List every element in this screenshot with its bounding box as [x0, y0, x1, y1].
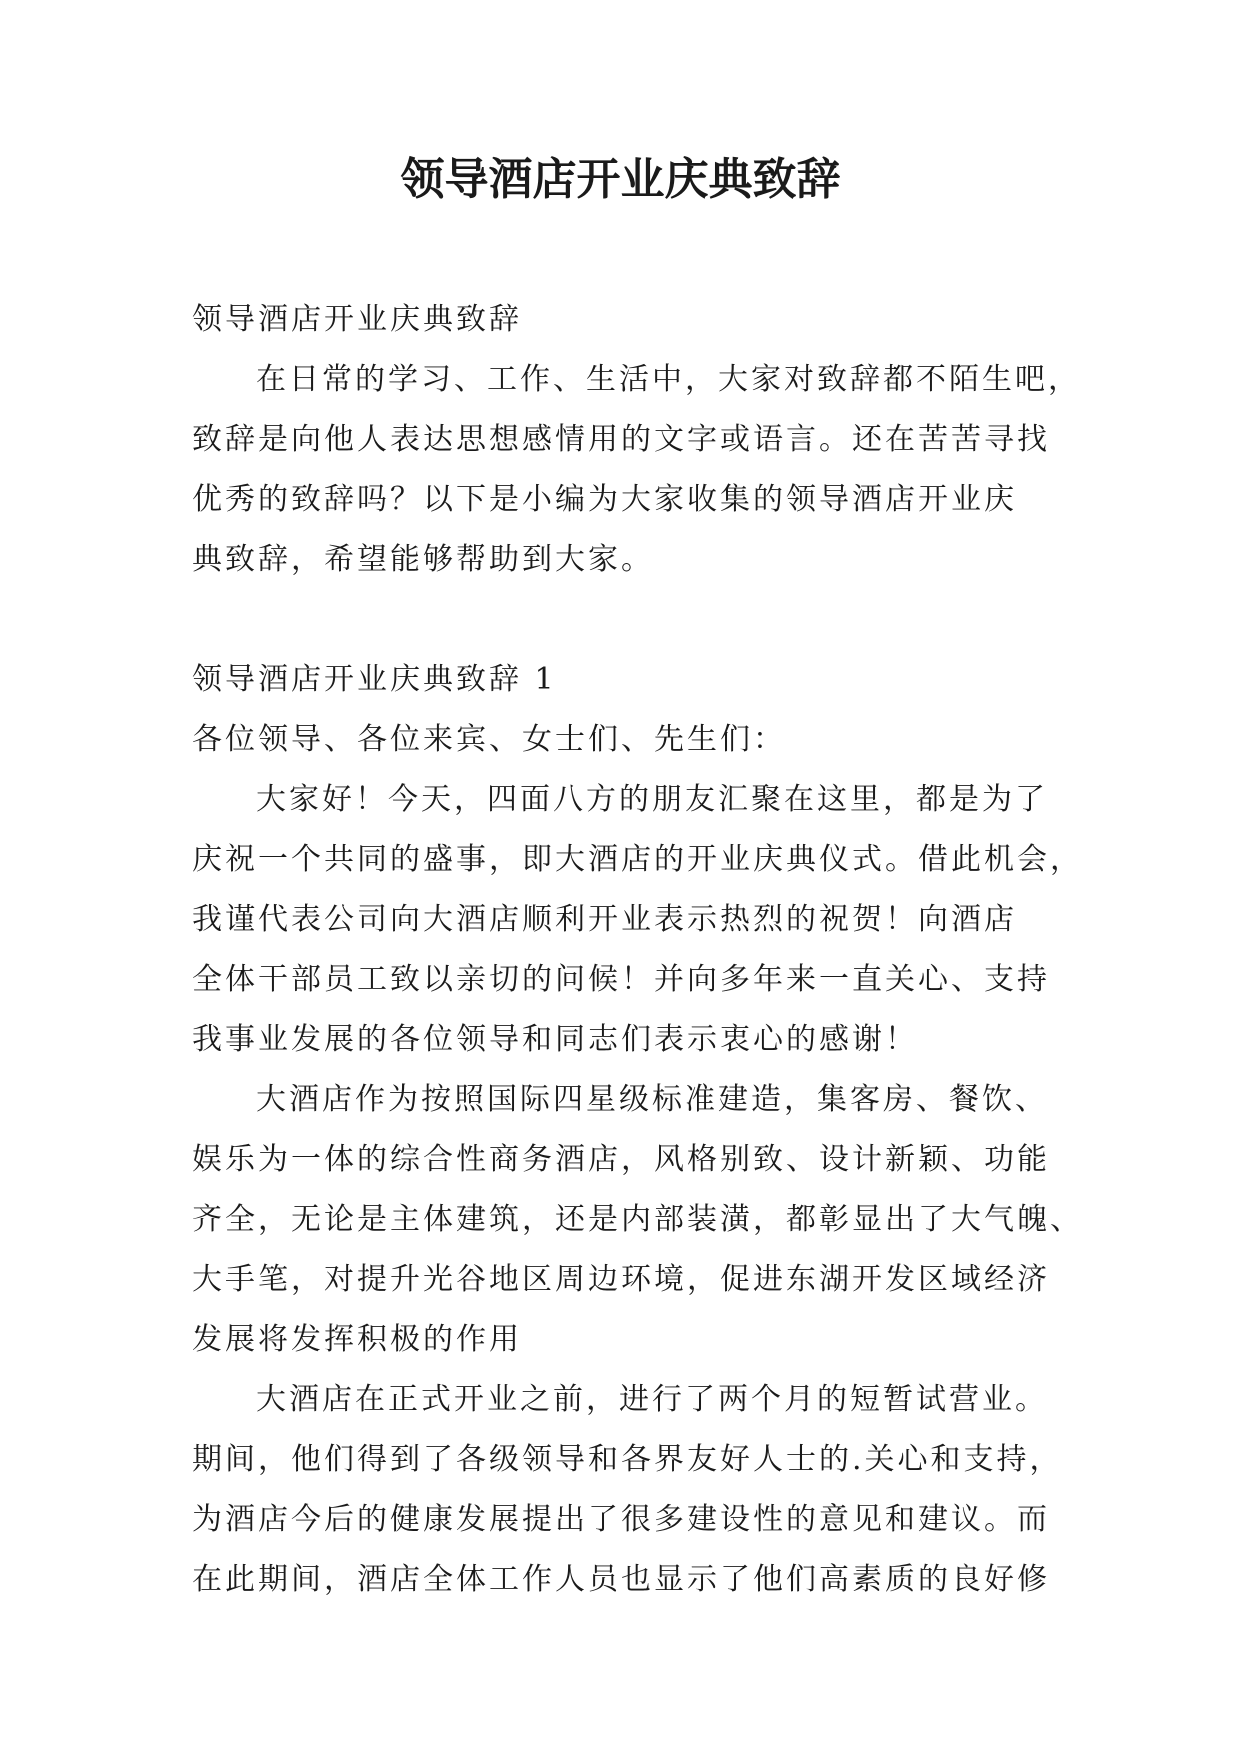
document-title: 领导酒店开业庆典致辞 — [400, 154, 841, 205]
intro-line: 优秀的致辞吗？以下是小编为大家收集的领导酒店开业庆 — [192, 482, 1017, 517]
paragraph-line: 发展将发挥积极的作用 — [192, 1322, 522, 1357]
paragraph-line: 为酒店今后的健康发展提出了很多建设性的意见和建议。而 — [192, 1502, 1050, 1537]
document-body — [192, 290, 1083, 1610]
paragraph-line: 娱乐为一体的综合性商务酒店，风格别致、设计新颖、功能 — [192, 1142, 1050, 1177]
section-heading: 领导酒店开业庆典致辞 1 — [192, 662, 557, 697]
paragraph-line: 庆祝一个共同的盛事，即大酒店的开业庆典仪式。借此机会， — [192, 842, 1083, 877]
intro-line: 典致辞，希望能够帮助到大家。 — [192, 542, 654, 577]
subtitle: 领导酒店开业庆典致辞 — [192, 302, 522, 337]
intro-line: 在日常的学习、工作、生活中，大家对致辞都不陌生吧， — [256, 362, 1081, 397]
salutation: 各位领导、各位来宾、女士们、先生们： — [192, 722, 786, 757]
paragraph-line: 我事业发展的各位领导和同志们表示衷心的感谢！ — [192, 1022, 918, 1057]
paragraph-3 — [192, 1370, 1072, 1610]
paragraph-line: 大家好！今天，四面八方的朋友汇聚在这里，都是为了 — [256, 782, 1048, 817]
blank-line — [192, 590, 1072, 650]
paragraph-line: 全体干部员工致以亲切的问候！并向多年来一直关心、支持 — [192, 962, 1050, 997]
paragraph-line: 大酒店作为按照国际四星级标准建造，集客房、餐饮、 — [256, 1082, 1048, 1117]
paragraph-line: 大酒店在正式开业之前，进行了两个月的短暂试营业。 — [256, 1382, 1048, 1417]
paragraph-line: 大手笔，对提升光谷地区周边环境，促进东湖开发区域经济 — [192, 1262, 1050, 1297]
paragraph-line: 我谨代表公司向大酒店顺利开业表示热烈的祝贺！向酒店 — [192, 902, 1017, 937]
paragraph-line: 齐全，无论是主体建筑，还是内部装潢，都彰显出了大气魄、 — [192, 1202, 1083, 1237]
intro-line: 致辞是向他人表达思想感情用的文字或语言。还在苦苦寻找 — [192, 422, 1050, 457]
paragraph-1 — [192, 770, 1083, 1070]
paragraph-2 — [192, 1070, 1083, 1370]
paragraph-line: 在此期间，酒店全体工作人员也显示了他们高素质的良好修 — [192, 1562, 1050, 1597]
paragraph-line: 期间，他们得到了各级领导和各界友好人士的.关心和支持， — [192, 1442, 1063, 1477]
intro-paragraph — [192, 350, 1081, 590]
